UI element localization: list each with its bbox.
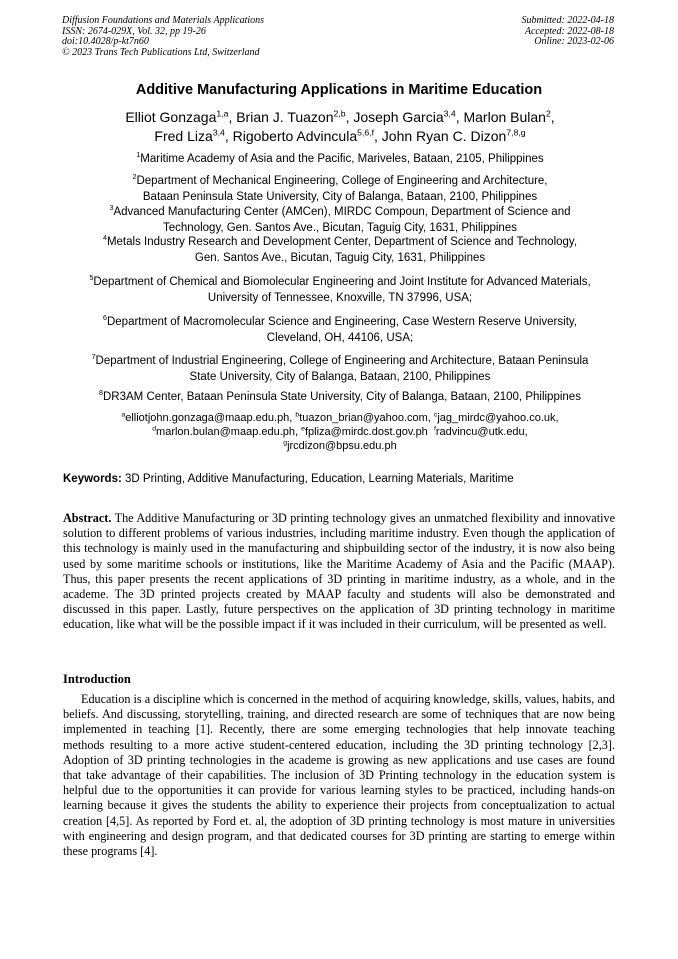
submitted-date: Submitted: 2022-04-18 (521, 15, 614, 26)
author: Brian J. Tuazon$^{2,b}$, (236, 108, 354, 125)
keywords-label: Keywords: (63, 473, 122, 485)
email-g: jrcdizon@bpsu.edu.ph (287, 440, 397, 452)
journal-header-left (62, 16, 264, 58)
section-heading-introduction: Introduction (63, 672, 131, 686)
email-c: jag_mirdc@yahoo.co.uk, (437, 412, 559, 424)
abstract-label: Abstract. (63, 511, 112, 525)
author-list (80, 108, 600, 146)
affiliation-2: $^2$Department of Mechanical Engineering, College of Engineering and Architecture, Bataan Peninsula State University, City of Balanga, Bataan, 2100, Philippines (132, 173, 548, 203)
affiliation-6: $^6$Department of Macromolecular Science and Engineering, Case Western Reserve University, Cleveland, OH, 44106, USA; (103, 314, 577, 344)
doi-line: doi:10.4028/p-kt7n60 (62, 36, 149, 47)
affiliation-4: $^4$Metals Industry Research and Development Center, Department of Science and Technology, Gen. Santos Ave., Bicutan, Taguig City, 1631, Philippines (102, 234, 578, 264)
keywords (63, 473, 623, 485)
email-b: tuazon_brian@yahoo.com, (299, 412, 431, 424)
author: Rigoberto Advincula$^{5,6,f}$, (232, 127, 382, 144)
author: Fred Liza$^{3,4}$, (154, 127, 233, 144)
abstract-text: The Additive Manufacturing or 3D printing technology gives an unmatched flexibility and innovative solution to different problems of various industries, including maritime industry. Even though the application of this technology is mainly used in the manufacturing and shipbuilding sector of the industry, it is now also being used by some maritime schools or institutions, like the Maritime Academy of Asia and the Pacific (MAAP). Thus, this paper presents the recent applications of 3D printing in maritime industry, as a whole, and in the academe. The 3D printed projects created by MAAP faculty and students will also be demonstrated and discussed in this paper. Lastly, future perspectives on the application of 3D printing technology in maritime education, like what will be the possible impact if it was included in their curriculum, will be presented as well. (63, 511, 615, 632)
journal-header-right (522, 16, 615, 48)
email-e: fpliza@mirdc.dost.gov.ph (304, 426, 428, 438)
online-date: Online: 2023-02-06 (534, 36, 614, 47)
keywords-text: 3D Printing, Additive Manufacturing, Education, Learning Materials, Maritime (125, 473, 514, 485)
affiliation-3: $^3$Advanced Manufacturing Center (AMCen), MIRDC Compoun, Department of Science and Technology, Gen. Santos Ave., Bicutan, Taguig City, 1631, Philippines (109, 204, 571, 234)
affiliation-1: $^1$Maritime Academy of Asia and the Pacific, Mariveles, Bataan, 2105, Philippines (136, 151, 544, 165)
author: Elliot Gonzaga$^{1,a}$, (125, 108, 237, 125)
copyright-line: © 2023 Trans Tech Publications Ltd, Switzerland (62, 46, 260, 58)
author: John Ryan C. Dizon$^{7,8,g}$ (381, 127, 526, 144)
affiliation-5: $^5$Department of Chemical and Biomolecular Engineering and Joint Institute for Advanced Materials, University of Tennessee, Knoxville, TN 37996, USA; (89, 274, 591, 304)
email-f: radvincu@utk.edu, (435, 426, 528, 438)
email-list: $^a$elliotjohn.gonzaga@maap.edu.ph, $^b$tuazon_brian@yahoo.com, $^c$jag_mirdc@yahoo.co.uk, $^d$marlon.bulan@maap.edu.ph, $^e$fpliza@mirdc.dost.gov.ph $^f$radvincu@utk.edu, $^g$jrcdizon@bpsu.edu.ph (121, 411, 559, 452)
abstract (63, 511, 615, 633)
author: Marlon Bulan$^2$, (463, 108, 555, 125)
author: Joseph Garcia$^{3,4}$, (353, 108, 464, 125)
email-a: elliotjohn.gonzaga@maap.edu.ph, (125, 412, 293, 424)
introduction-paragraph: Education is a discipline which is concerned in the method of acquiring knowledge, skills, values, habits, and beliefs. And discussing, storytelling, training, and directed research are some of techniques that are now being implemented in teaching [1]. Recently, there are some emerging technologies that help innovate teaching methods resulting to a more active student-centered education, including the 3D printing technology [2,3]. Adoption of 3D printing technologies in the academe is growing as new applications and use cases are found that take advantage of their capabilities. The inclusion of 3D Printing technology in the education system is helpful due to the opportunities it can provide for various learning styles to be practiced, including hands-on learning because it gives the students the ability to experience their projects from conceptualization to actual creation [4,5]. As reported by Ford et. al, the adoption of 3D printing technology is most mature in universities with engineering and design program, and that dedicated courses for 3D printing are starting to emerge within these programs [4]. (63, 692, 615, 859)
affiliation-7: $^7$Department of Industrial Engineering, College of Engineering and Architecture, Bataan Peninsula State University, City of Balanga, Bataan, 2100, Philippines (91, 353, 589, 383)
email-d: marlon.bulan@maap.edu.ph, (156, 426, 299, 438)
accepted-date: Accepted: 2022-08-18 (524, 25, 614, 37)
journal-name: Diffusion Foundations and Materials Applications (62, 15, 265, 26)
issn-line: ISSN: 2674-029X, Vol. 32, pp 19-26 (62, 25, 206, 37)
paper-title: Additive Manufacturing Applications in Maritime Education (135, 82, 543, 98)
affiliation-8: $^8$DR3AM Center, Bataan Peninsula State University, City of Balanga, Bataan, 2100, Philippines (99, 389, 581, 403)
